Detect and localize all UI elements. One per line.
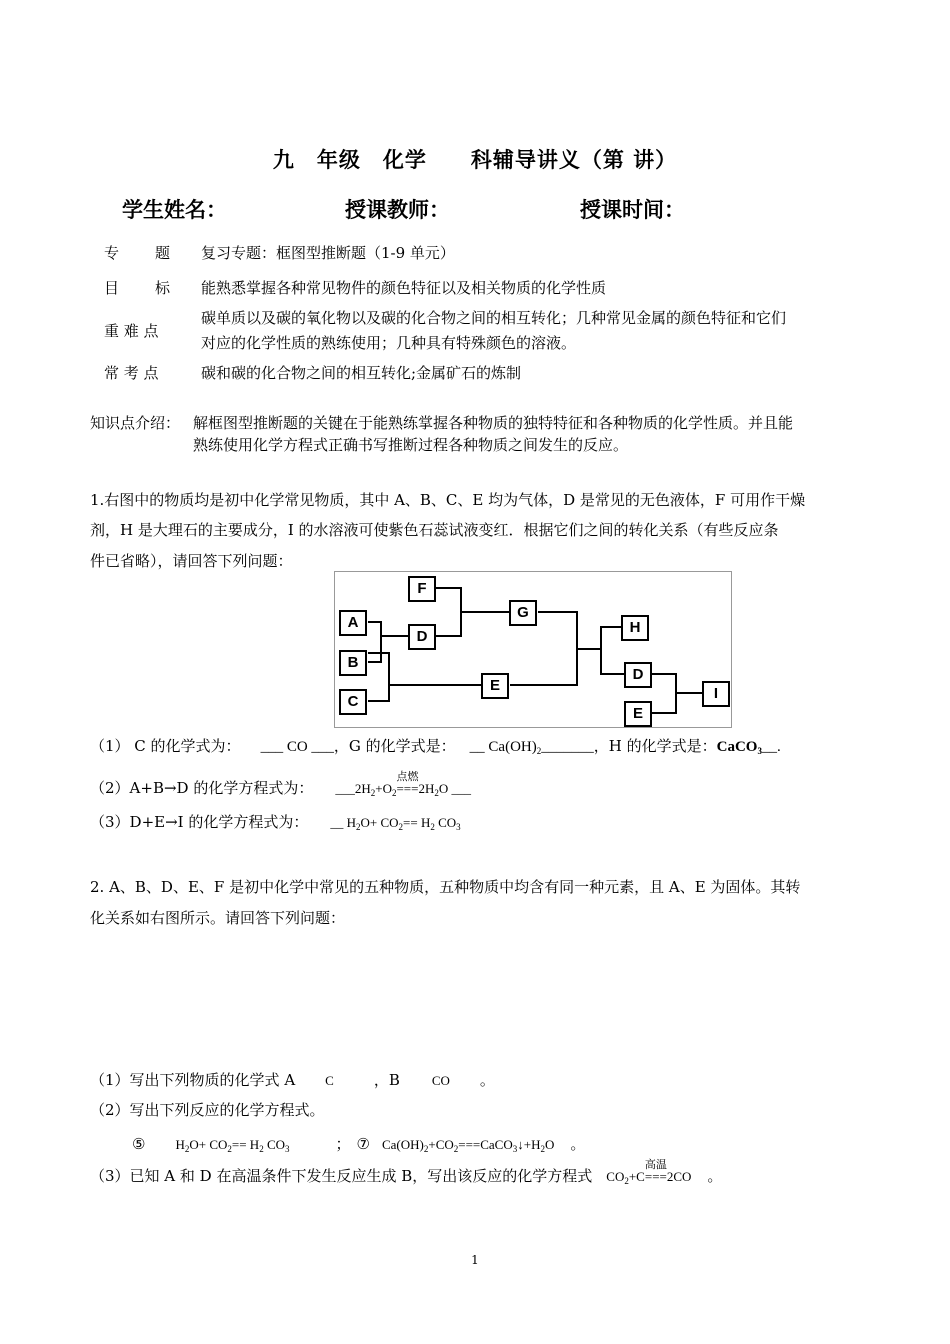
q1-sub2: （2）A+B→D 的化学方程式为： $\_\_\_2H_2+O_2$ 点燃 $===2H_2O$ ___ [90,771,471,798]
topic-label: 专 题 [104,244,170,262]
node-h: H [621,615,649,641]
q1-line3: 件已省略），请回答下列问题： [90,552,293,570]
q1-sub1: （1） C 的化学式为： ___ CO ___，G 的化学式是： __ $Ca(OH)_2\_\_\_\_\_\_\_$，H 的化学式是：CaCO$_3$__. [90,737,781,756]
q1-sub3: （3）D+E→I 的化学方程式为： __ $H_2O+ CO_2== H_2$ $CO_3$ [90,813,461,832]
q1-line2: 剂，H 是大理石的主要成分，I 的水溶液可使紫色石蕊试液变红．根据它们之间的转化关系（有些反应条 [90,521,779,539]
intro-line1: 解框图型推断题的关键在于能熟练掌握各种物质的独特特征和各种物质的化学性质。并且能 [193,414,794,432]
time-label: 授课时间： [580,198,685,222]
page-number: 1 [471,1253,479,1267]
teacher-label: 授课教师： [345,198,450,222]
intro-label: 知识点介绍： [90,414,181,432]
q1-line1: 1.右图中的物质均是初中化学常见物质，其中 A、B、C、E 均为气体，D 是常见的无色液体，F 可用作干燥 [90,491,806,509]
node-c: C [339,689,367,715]
student-name-label: 学生姓名： [122,198,227,222]
key-label: 重 难 点 [104,322,159,340]
q2-equations: ⑤ $H_2O+ CO_2== H_2$ $CO_3$ ； ⑦ $Ca(OH)_2+CO_2===CaCO_3↓+H_2O$ 。 [132,1135,586,1154]
node-b: B [339,650,367,676]
goal-text: 能熟悉掌握各种常见物件的颜色特征以及相关物质的化学性质 [201,279,607,297]
topic-text: 复习专题：框图型推断题（1-9 单元） [201,244,455,262]
q2-line2: 化关系如右图所示。请回答下列问题： [90,909,346,927]
node-d-2: D [624,662,652,688]
q2-sub2: （2）写出下列反应的化学方程式。 [90,1101,325,1119]
goal-label: 目 标 [104,279,170,297]
node-d: D [408,624,436,650]
exam-text: 碳和碳的化合物之间的相互转化;金属矿石的炼制 [201,364,522,382]
key-text-line2: 对应的化学性质的熟练使用；几种具有特殊颜色的溶液。 [201,334,577,352]
node-f: F [408,576,436,602]
key-text-line1: 碳单质以及碳的氧化物以及碳的化合物之间的相互转化；几种常见金属的颜色特征和它们 [201,309,787,327]
node-i: I [702,681,730,707]
node-g: G [509,600,537,626]
q2-sub1: （1）写出下列物质的化学式 A C ，B CO 。 [90,1071,495,1089]
exam-label: 常 考 点 [104,364,159,382]
q2-line1: 2. A、B、D、E、F 是初中化学中常见的五种物质，五种物质中均含有同一种元素，且 A、E 为固体。其转 [90,878,801,896]
node-a: A [339,610,367,636]
reaction-diagram [334,571,732,728]
q2-sub3: （3）已知 A 和 D 在高温条件下发生反应生成 B，写出该反应的化学方程式 $CO_2+C$ 高温 ===2CO 。 [90,1159,723,1186]
node-e: E [481,673,509,699]
intro-line2: 熟练使用化学方程式正确书写推断过程各种物质之间发生的反应。 [193,436,629,454]
page-title: 九 年级 化学 科辅导讲义（第 讲） [272,148,678,172]
node-e-2: E [624,701,652,727]
